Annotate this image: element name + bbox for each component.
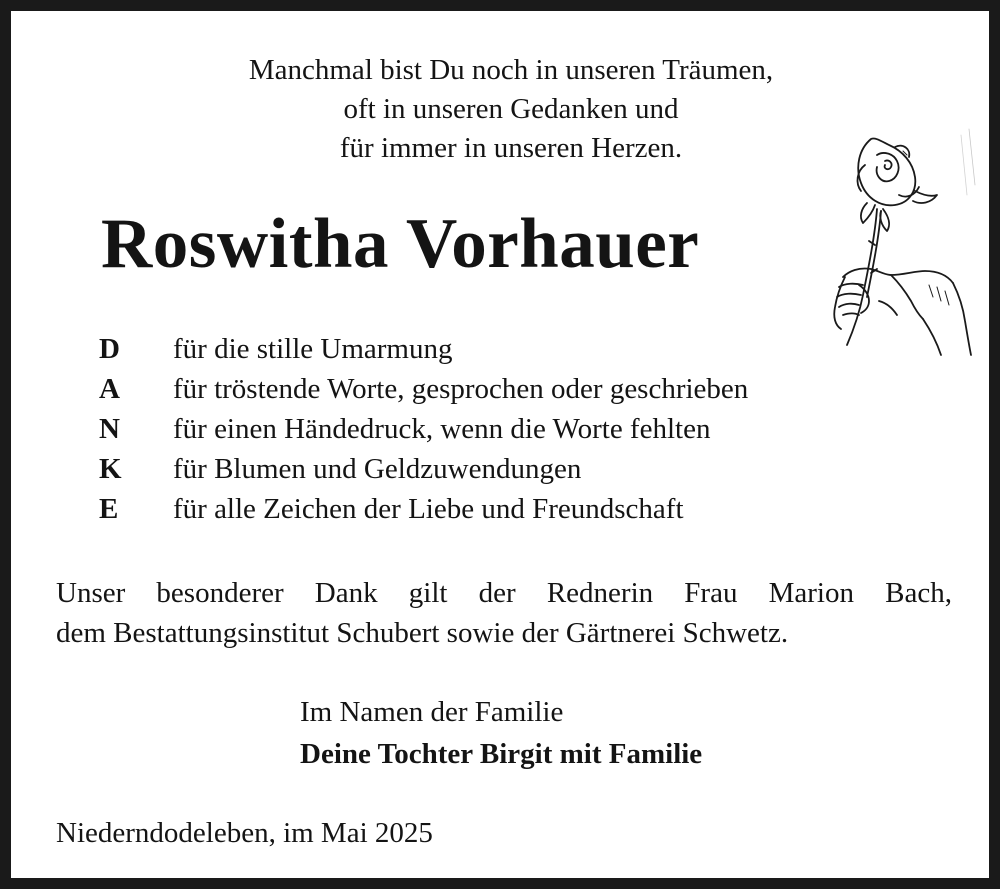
danke-text: für Blumen und Geldzuwendungen [173,453,582,485]
danke-text: für die stille Umarmung [173,333,453,365]
danke-list [99,329,748,529]
deceased-name: Roswitha Vorhauer [101,205,700,283]
place-date: Niederndodeleben, im Mai 2025 [56,817,433,849]
danke-letter: A [99,373,120,405]
danke-row [99,409,748,449]
poem-line: Manchmal bist Du noch in unseren Träumen, [248,54,774,86]
danke-text: für alle Zeichen der Liebe und Freundschaft [173,493,684,525]
danke-letter: E [99,493,119,525]
danke-text: für tröstende Worte, gesprochen oder geschrieben [173,373,749,405]
danke-row [99,369,748,409]
danke-row [99,329,748,369]
thanks-line: dem Bestattungsinstitut Schubert sowie der Gärtnerei Schwetz. [56,617,789,649]
danke-letter: D [99,333,120,365]
thanks-line: Unser besonderer Dank gilt der Rednerin Frau Marion Bach, [56,577,952,609]
danke-text: für einen Händedruck, wenn die Worte fehlten [173,413,711,445]
family-signature-block [300,691,702,775]
family-signature: Deine Tochter Birgit mit Familie [300,738,703,770]
poem-line: oft in unseren Gedanken und [343,93,679,125]
thanks-paragraph [56,573,952,653]
danke-row [99,449,748,489]
poem-line: für immer in unseren Herzen. [339,132,683,164]
danke-letter: K [99,453,122,485]
family-intro: Im Namen der Familie [300,696,564,728]
danke-row [99,489,748,529]
danke-letter: N [99,413,120,445]
rose-in-hand-icon [819,125,981,357]
